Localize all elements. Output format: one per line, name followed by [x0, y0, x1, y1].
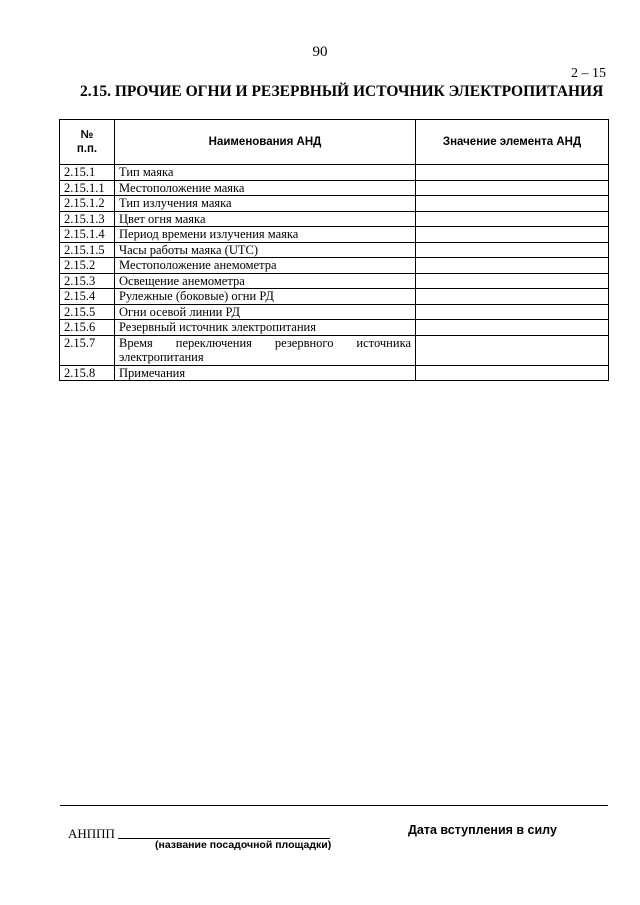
- row-name: Освещение анемометра: [115, 273, 416, 289]
- row-number: 2.15.1.5: [60, 242, 115, 258]
- table-row: [60, 289, 609, 305]
- row-name: Цвет огня маяка: [115, 211, 416, 227]
- row-number: 2.15.4: [60, 289, 115, 305]
- row-number: 2.15.2: [60, 258, 115, 274]
- header-name: Наименования АНД: [115, 120, 416, 165]
- row-name: Местоположение анемометра: [115, 258, 416, 274]
- table-row: [60, 320, 609, 336]
- row-name: Примечания: [115, 365, 416, 381]
- row-name: Огни осевой линии РД: [115, 304, 416, 320]
- row-value[interactable]: [416, 180, 609, 196]
- landing-site-name-caption: (название посадочной площадки): [155, 839, 332, 851]
- header-number-symbol: №: [80, 128, 94, 141]
- row-number: 2.15.5: [60, 304, 115, 320]
- row-name-line1: Время переключения резервного источника: [119, 335, 411, 350]
- table-row: [60, 304, 609, 320]
- row-value[interactable]: [416, 258, 609, 274]
- row-value[interactable]: [416, 289, 609, 305]
- page-code: 2 – 15: [571, 66, 606, 81]
- row-name: Местоположение маяка: [115, 180, 416, 196]
- row-value[interactable]: [416, 273, 609, 289]
- row-name-line2: электропитания: [119, 350, 204, 364]
- row-number: 2.15.1: [60, 165, 115, 181]
- table-row: [60, 365, 609, 381]
- row-value[interactable]: [416, 227, 609, 243]
- section-title: 2.15. ПРОЧИЕ ОГНИ И РЕЗЕРВНЫЙ ИСТОЧНИК ЭЛЕКТРОПИТАНИЯ: [80, 83, 604, 100]
- anppp-label: АНППП: [68, 826, 115, 841]
- header-number: [60, 120, 115, 165]
- row-value[interactable]: [416, 196, 609, 212]
- row-number: 2.15.1.4: [60, 227, 115, 243]
- row-value[interactable]: [416, 304, 609, 320]
- header-value: Значение элемента АНД: [416, 120, 609, 165]
- row-value[interactable]: [416, 165, 609, 181]
- row-name: Резервный источник электропитания: [115, 320, 416, 336]
- row-name: Тип маяка: [115, 165, 416, 181]
- table-row: [60, 273, 609, 289]
- row-number: 2.15.8: [60, 365, 115, 381]
- effective-date-label: Дата вступления в силу: [408, 823, 557, 837]
- row-number: 2.15.7: [60, 335, 115, 365]
- header-number-abbr: п.п.: [76, 143, 98, 155]
- page-number: 90: [312, 44, 328, 60]
- row-value[interactable]: [416, 242, 609, 258]
- row-number: 2.15.6: [60, 320, 115, 336]
- row-number: 2.15.1.1: [60, 180, 115, 196]
- table-row: [60, 165, 609, 181]
- row-value[interactable]: [416, 365, 609, 381]
- table-row: [60, 335, 609, 365]
- row-name: Тип излучения маяка: [115, 196, 416, 212]
- table-row: [60, 180, 609, 196]
- footer-divider: [60, 805, 608, 806]
- row-value[interactable]: [416, 335, 609, 365]
- table-row: [60, 258, 609, 274]
- table-row: [60, 227, 609, 243]
- row-number: 2.15.1.3: [60, 211, 115, 227]
- row-number: 2.15.1.2: [60, 196, 115, 212]
- table-header-row: [60, 120, 609, 165]
- row-name: Рулежные (боковые) огни РД: [115, 289, 416, 305]
- row-value[interactable]: [416, 320, 609, 336]
- row-name: Часы работы маяка (UTC): [115, 242, 416, 258]
- row-number: 2.15.3: [60, 273, 115, 289]
- table-row: [60, 196, 609, 212]
- row-name: Период времени излучения маяка: [115, 227, 416, 243]
- table-row: [60, 211, 609, 227]
- row-name: [115, 335, 416, 365]
- table-row: [60, 242, 609, 258]
- row-value[interactable]: [416, 211, 609, 227]
- and-table: [59, 119, 609, 381]
